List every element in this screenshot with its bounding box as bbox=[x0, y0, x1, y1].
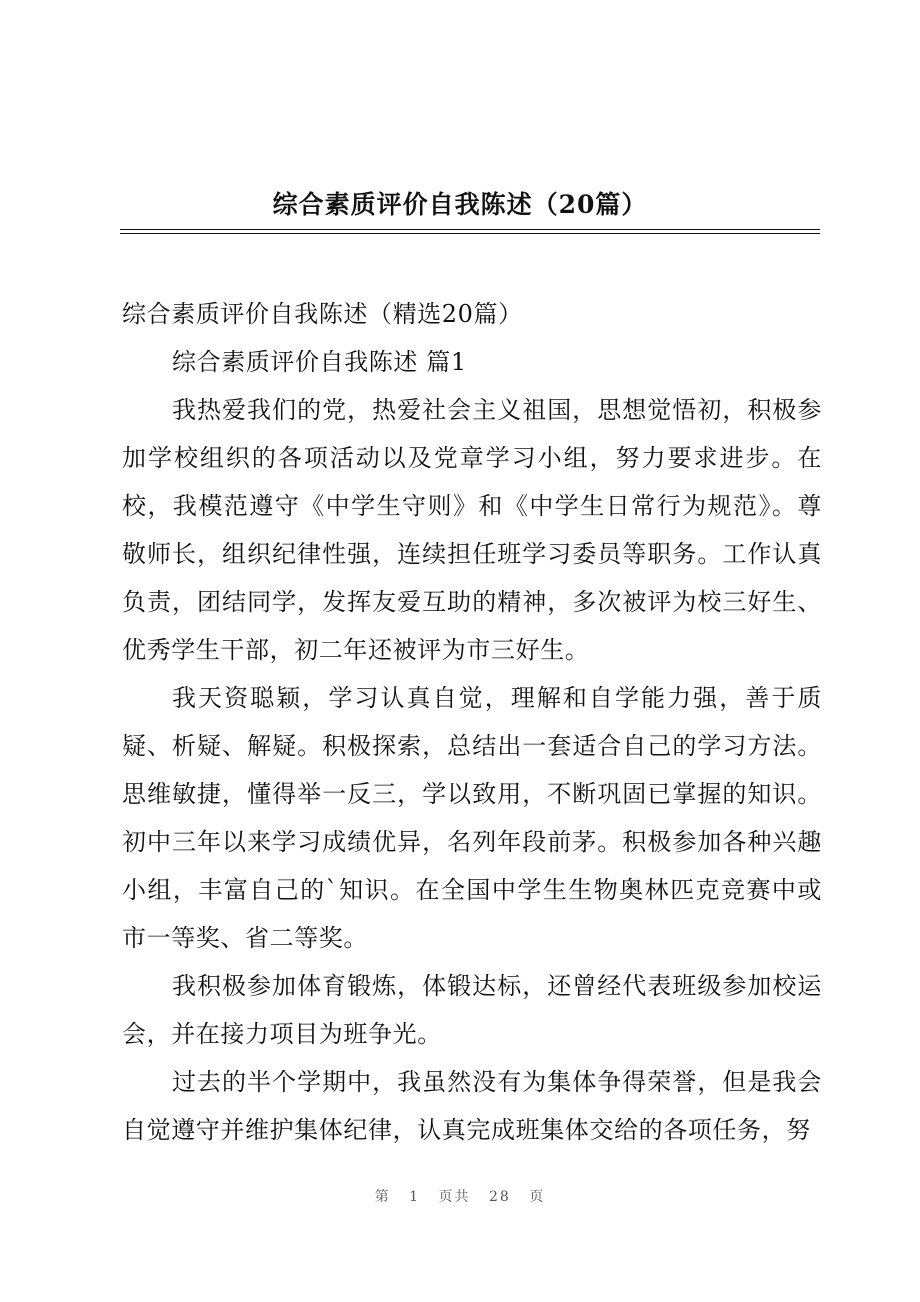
footer-label-page: 第 bbox=[374, 1189, 391, 1205]
footer-label-suffix: 页 bbox=[529, 1189, 546, 1205]
document-body bbox=[122, 290, 822, 1154]
title-underline-bottom bbox=[120, 233, 820, 234]
title-underline-top bbox=[120, 229, 820, 230]
paragraph-1: 我热爱我们的党，热爱社会主义祖国，思想觉悟初，积极参加学校组织的各项活动以及党章学习小组，努力要求进步。在校，我模范遵守《中学生守则》和《中学生日常行为规范》。尊敬师长，组织纪律性强，连续担任班学习委员等职务。工作认真负责，团结同学，发挥友爱互助的精神，多次被评为校三好生、优秀学生干部，初二年还被评为市三好生。 bbox=[122, 396, 822, 664]
document-title: 综合素质评价自我陈述（20篇） bbox=[272, 190, 648, 219]
document-subtitle: 综合素质评价自我陈述（精选20篇） bbox=[122, 300, 523, 328]
page-footer bbox=[0, 1187, 920, 1207]
section-heading: 综合素质评价自我陈述 篇1 bbox=[172, 348, 467, 376]
footer-total-pages: 28 bbox=[489, 1189, 511, 1205]
paragraph-3: 我积极参加体育锻炼，体锻达标，还曾经代表班级参加校运会，并在接力项目为班争光。 bbox=[122, 972, 822, 1048]
footer-label-of: 页共 bbox=[438, 1189, 471, 1205]
footer-current-page: 1 bbox=[409, 1189, 421, 1205]
paragraph-4: 过去的半个学期中，我虽然没有为集体争得荣誉，但是我会自觉遵守并维护集体纪律，认真完成班集体交给的各项任务，努 bbox=[122, 1068, 822, 1144]
paragraph-2: 我天资聪颖，学习认真自觉，理解和自学能力强，善于质疑、析疑、解疑。积极探索，总结出一套适合自己的学习方法。思维敏捷，懂得举一反三，学以致用，不断巩固已掌握的知识。初中三年以来学习成绩优异，名列年段前茅。积极参加各种兴趣小组，丰富自己的`知识。在全国中学生生物奥林匹克竞赛中或市一等奖、省二等奖。 bbox=[122, 684, 822, 952]
